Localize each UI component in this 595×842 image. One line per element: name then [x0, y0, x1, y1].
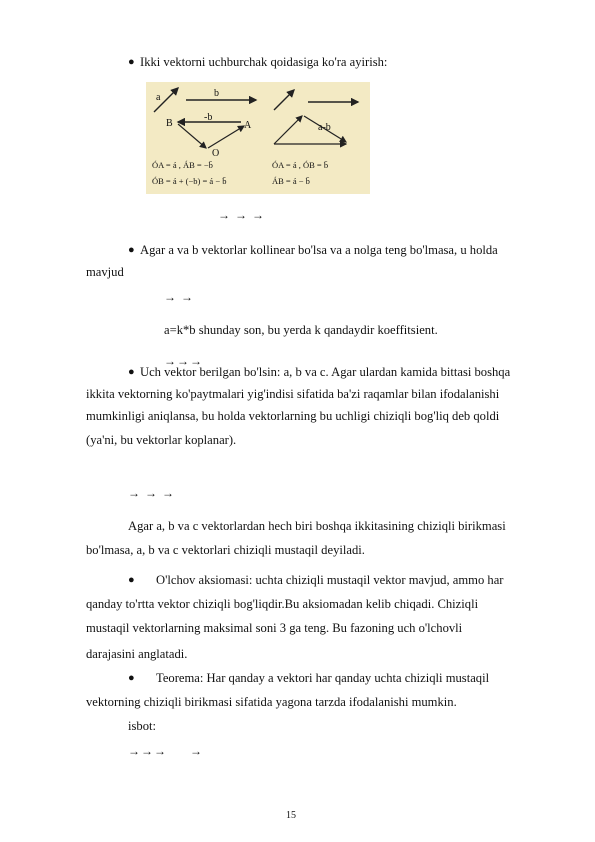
vector-arrows-4: → → → — [128, 486, 175, 500]
formula-line: a=k*b shunday son, bu yerda k qandaydir koeffitsient. — [164, 323, 438, 337]
paragraph-2-line-2: ikkita vektorning ko'paytmalari yig'indisi sifatida ba'zi raqamlar bilan ifodalanishi — [86, 387, 500, 401]
paragraph-2-line-3: mumkinligi aniqlansa, bu holda vektorlarning bu uchligi chiziqli bog'liq deb qoldi — [86, 409, 500, 423]
paragraph-5-line-2: vektorning chiziqli birikmasi sifatida yagona tarzda ifodalanishi mumkin. — [86, 695, 457, 709]
right-formula-1: ÓA = á , ÓB = b̄ — [272, 160, 329, 170]
paragraph-2-line-4: (ya'ni, bu vektorlar koplanar). — [86, 433, 237, 447]
paragraph-1-line-2: mavjud — [86, 265, 124, 279]
paragraph-3-line-2: bo'lmasa, a, b va c vektorlari chiziqli mustaqil deyiladi. — [86, 543, 365, 557]
vector-arrows-5: →→→ — [128, 744, 167, 758]
bullet-icon: ● — [128, 244, 135, 256]
label-a: a — [156, 92, 161, 103]
paragraph-5-line-1: Teorema: Har qanday a vektori har qanday uchta chiziqli mustaqil — [156, 671, 490, 685]
bullet-icon: ● — [128, 56, 135, 68]
paragraph-3-line-1: Agar a, b va c vektorlardan hech biri boshqa ikkitasining chiziqli birikmasi — [128, 519, 506, 533]
right-formula-2: ÁB = á − b̄ — [272, 176, 310, 186]
paragraph-4-line-3: mustaqil vektorlarning maksimal soni 3 ga teng. Bu fazoning uch o'lchovli — [86, 621, 463, 635]
label-A: A — [244, 120, 252, 131]
paragraph-1-line-1: Agar a va b vektorlar kollinear bo'lsa va a nolga teng bo'lmasa, u holda — [140, 243, 498, 257]
label-a-minus-b: a-b — [318, 122, 331, 133]
label-minus-b: -b — [204, 112, 213, 123]
vector-subtraction-figure — [146, 82, 370, 194]
vector-arrows-2: → → — [164, 290, 194, 304]
label-O: O — [212, 148, 220, 159]
bullet-icon: ● — [128, 366, 135, 378]
paragraph-4-line-2: qanday to'rtta vektor chiziqli bog'liqdir.Bu aksiomadan kelib chiqadi. Chiziqli — [86, 597, 479, 611]
left-formula-1: ÓA = á , ÁB = −b̄ — [152, 160, 213, 170]
paragraph-4-line-4: darajasini anglatadi. — [86, 647, 188, 661]
vector-arrows-1: → → → — [218, 208, 265, 222]
label-b: b — [214, 88, 219, 99]
page-number: 15 — [286, 810, 296, 821]
vector-arrows-6: → — [190, 744, 203, 758]
left-formula-2: ÓB = á + (−b) = á − b̄ — [152, 176, 227, 186]
paragraph-4-line-1: O'lchov aksiomasi: uchta chiziqli mustaqil vektor mavjud, ammo har — [156, 573, 504, 587]
bullet-icon: ● — [128, 574, 135, 586]
intro-line: Ikki vektorni uchburchak qoidasiga ko'ra ayirish: — [140, 55, 388, 69]
vector-arrows-3: →→→ — [164, 354, 203, 368]
isbot-label: isbot: — [128, 719, 156, 733]
bullet-icon: ● — [128, 672, 135, 684]
paragraph-2-line-1: Uch vektor berilgan bo'lsin: a, b va c. Agar ulardan kamida bittasi boshqa — [140, 365, 511, 379]
label-B: B — [166, 118, 173, 129]
